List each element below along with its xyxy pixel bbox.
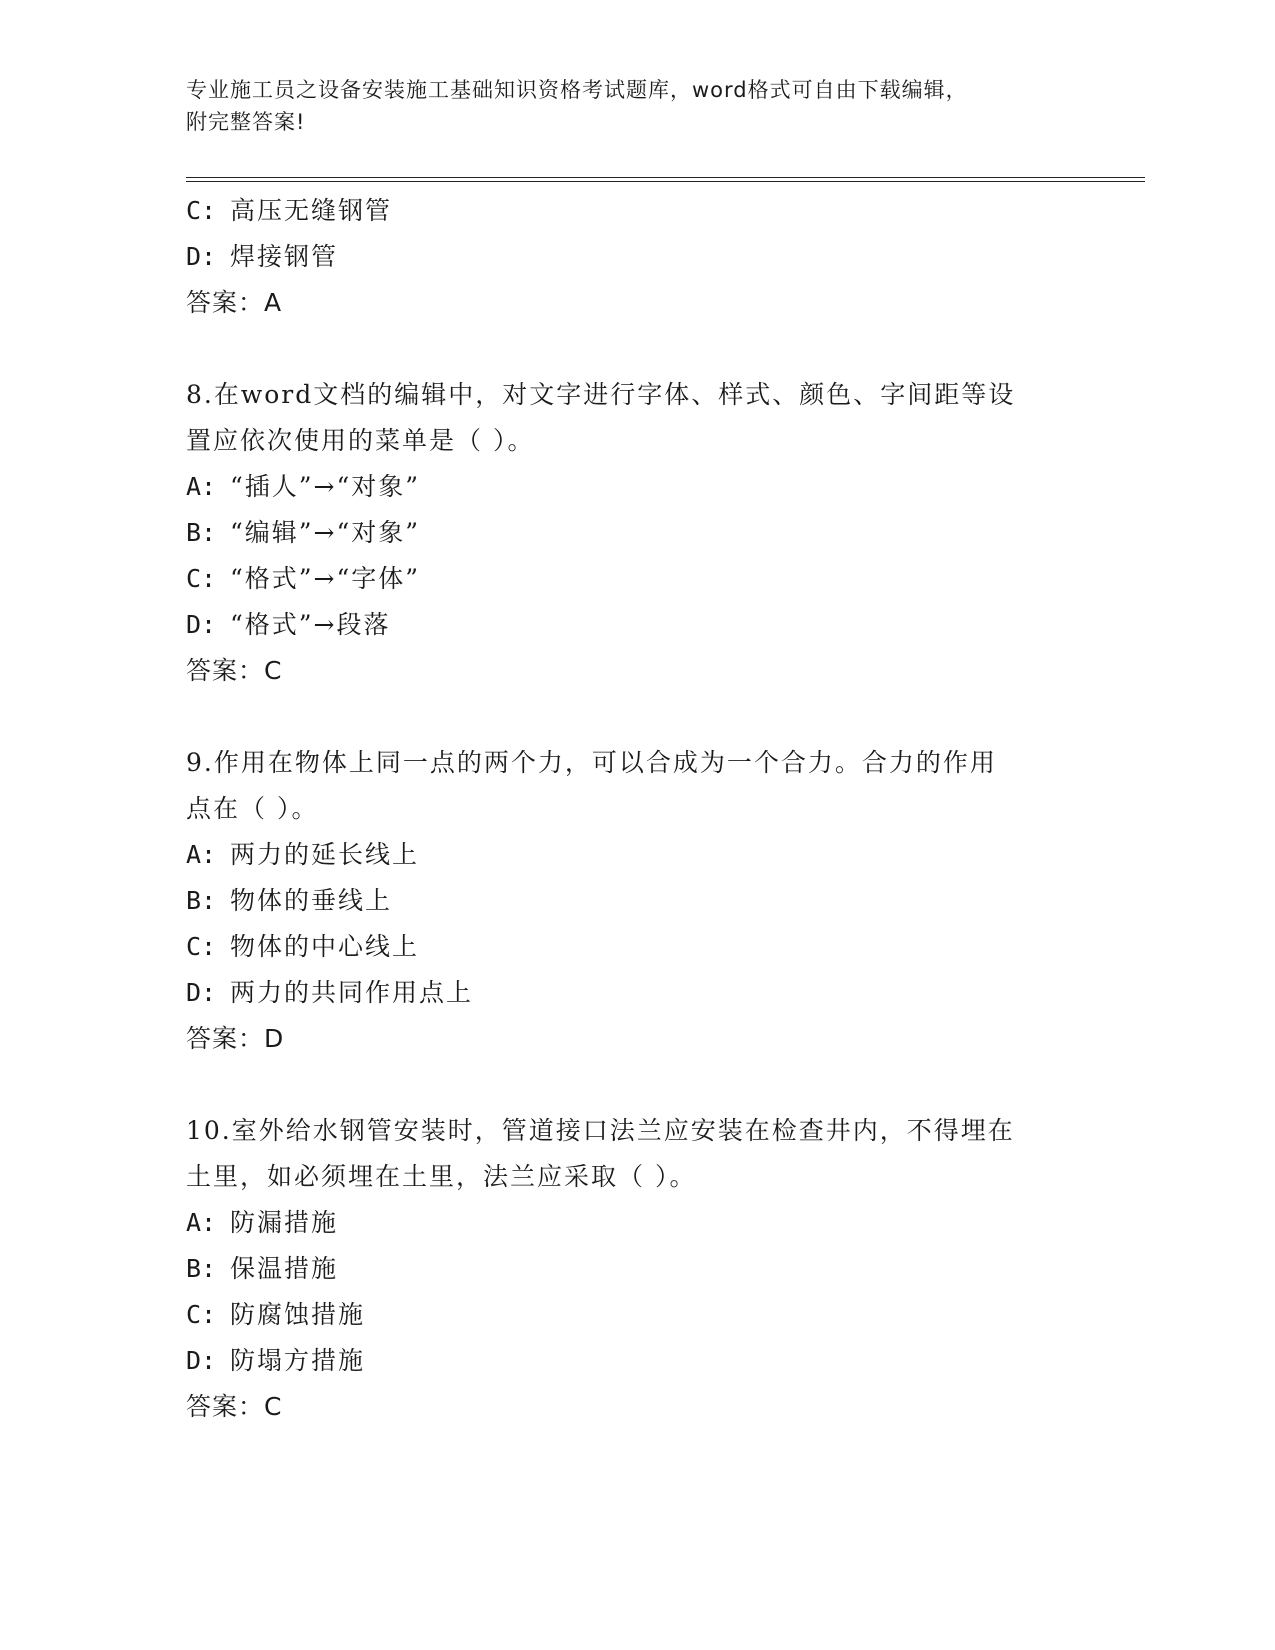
option-a bbox=[186, 1200, 1086, 1246]
option-label: C: bbox=[186, 1300, 217, 1329]
answer: 答案：D bbox=[186, 1024, 285, 1053]
option-c bbox=[186, 1292, 1086, 1338]
option-c bbox=[186, 924, 1086, 970]
document-body bbox=[186, 188, 1086, 1430]
option-label: D: bbox=[186, 242, 217, 271]
option-label: D: bbox=[186, 978, 217, 1007]
option-text: 两力的延长线上 bbox=[230, 840, 420, 869]
option-text: “格式”→段落 bbox=[230, 610, 391, 639]
option-text: “格式”→“字体” bbox=[230, 564, 421, 593]
question-stem-line-2: 置应依次使用的菜单是（ ）。 bbox=[186, 426, 535, 455]
question-stem-line-1: 10.室外给水钢管安装时，管道接口法兰应安装在检查井内，不得埋在 bbox=[186, 1116, 1015, 1145]
option-label: D: bbox=[186, 1346, 217, 1375]
option-text: 物体的垂线上 bbox=[230, 886, 393, 915]
option-text: “编辑”→“对象” bbox=[230, 518, 421, 547]
header-line-2: 附完整答案! bbox=[186, 110, 306, 134]
question-stem-line-1: 8.在word文档的编辑中，对文字进行字体、样式、颜色、字间距等设 bbox=[186, 380, 1016, 409]
option-label: B: bbox=[186, 518, 217, 547]
option-text: 两力的共同作用点上 bbox=[230, 978, 474, 1007]
header-divider-bottom bbox=[186, 181, 1145, 182]
option-label: B: bbox=[186, 1254, 217, 1283]
question-9 bbox=[186, 740, 1086, 1062]
previous-question-tail bbox=[186, 188, 1086, 326]
answer: 答案：C bbox=[186, 1392, 283, 1421]
option-a bbox=[186, 464, 1086, 510]
question-10 bbox=[186, 1108, 1086, 1430]
option-c bbox=[186, 556, 1086, 602]
option-text: 防漏措施 bbox=[230, 1208, 339, 1237]
option-label: C: bbox=[186, 196, 217, 225]
question-stem-line-2: 点在（ ）。 bbox=[186, 794, 319, 823]
option-text: 防塌方措施 bbox=[230, 1346, 366, 1375]
question-stem-line-2: 土里，如必须埋在土里，法兰应采取（ ）。 bbox=[186, 1162, 697, 1191]
question-stem-line-1: 9.作用在物体上同一点的两个力，可以合成为一个合力。合力的作用 bbox=[186, 748, 997, 777]
option-label: D: bbox=[186, 610, 217, 639]
option-d bbox=[186, 970, 1086, 1016]
option-b bbox=[186, 878, 1086, 924]
option-d bbox=[186, 602, 1086, 648]
option-label: A: bbox=[186, 472, 217, 501]
option-text: 物体的中心线上 bbox=[230, 932, 420, 961]
option-text: 防腐蚀措施 bbox=[230, 1300, 366, 1329]
option-label: C: bbox=[186, 932, 217, 961]
option-b bbox=[186, 1246, 1086, 1292]
option-d bbox=[186, 1338, 1086, 1384]
option-c bbox=[186, 188, 1086, 234]
option-label: A: bbox=[186, 840, 217, 869]
option-text: “插人”→“对象” bbox=[230, 472, 421, 501]
page-header bbox=[186, 74, 1086, 138]
option-text: 高压无缝钢管 bbox=[230, 196, 393, 225]
question-8 bbox=[186, 372, 1086, 694]
answer: 答案：A bbox=[186, 288, 283, 317]
option-label: C: bbox=[186, 564, 217, 593]
header-line-1: 专业施工员之设备安装施工基础知识资格考试题库，word格式可自由下载编辑， bbox=[186, 78, 968, 102]
answer: 答案：C bbox=[186, 656, 283, 685]
option-b bbox=[186, 510, 1086, 556]
option-a bbox=[186, 832, 1086, 878]
option-label: A: bbox=[186, 1208, 217, 1237]
option-text: 焊接钢管 bbox=[230, 242, 339, 271]
header-divider-top bbox=[186, 177, 1145, 178]
option-text: 保温措施 bbox=[230, 1254, 339, 1283]
option-d bbox=[186, 234, 1086, 280]
option-label: B: bbox=[186, 886, 217, 915]
